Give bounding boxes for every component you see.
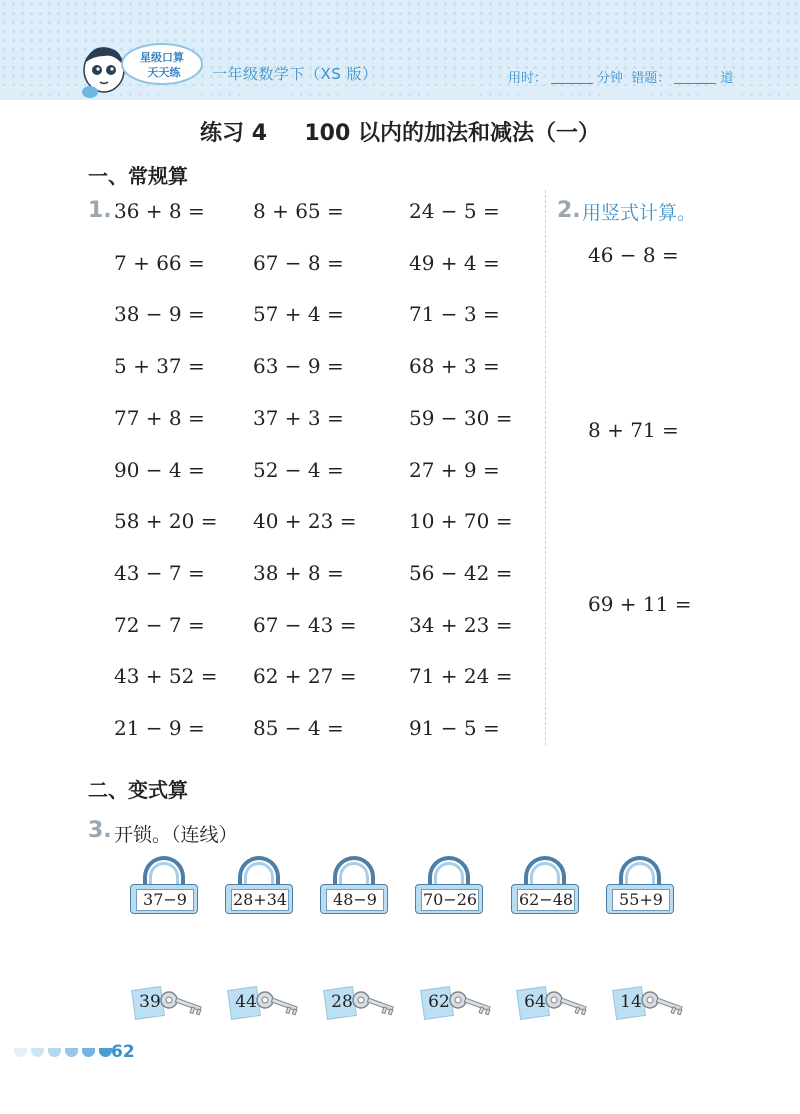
key[interactable]	[614, 984, 690, 1020]
key-number: 14	[620, 992, 642, 1012]
arithmetic-problem[interactable]: 90 − 4 =	[114, 458, 205, 482]
arithmetic-problem[interactable]: 10 + 70 =	[409, 509, 513, 533]
lock-body	[225, 884, 293, 914]
errors-unit: 道	[720, 71, 734, 86]
arithmetic-problem[interactable]: 58 + 20 =	[114, 509, 218, 533]
header-stats	[508, 67, 733, 86]
arithmetic-problem[interactable]: 67 − 8 =	[253, 251, 344, 275]
vertical-problem[interactable]: 69 + 11 =	[588, 592, 692, 616]
footer-dot	[65, 1048, 78, 1057]
key-number: 64	[524, 992, 546, 1012]
column-divider	[545, 190, 546, 745]
title-prefix: 练习 4	[200, 121, 268, 146]
arithmetic-problem[interactable]: 21 − 9 =	[114, 716, 205, 740]
key-icon	[640, 988, 690, 1018]
arithmetic-problem[interactable]: 91 − 5 =	[409, 716, 500, 740]
footer-dot	[14, 1048, 27, 1057]
arithmetic-problem[interactable]: 56 − 42 =	[409, 561, 513, 585]
time-blank[interactable]	[551, 83, 593, 84]
arithmetic-problem[interactable]: 37 + 3 =	[253, 406, 344, 430]
arithmetic-problem[interactable]: 77 + 8 =	[114, 406, 205, 430]
errors-label: 错题：	[631, 71, 671, 86]
key-number: 39	[139, 992, 161, 1012]
question3-text: 开锁。（连线）	[114, 824, 238, 846]
arithmetic-problem[interactable]: 38 − 9 =	[114, 302, 205, 326]
lock-expression: 62−48	[518, 890, 574, 909]
key[interactable]	[325, 984, 401, 1020]
key[interactable]	[133, 984, 209, 1020]
arithmetic-problem[interactable]: 63 − 9 =	[253, 354, 344, 378]
footer-dot	[31, 1048, 44, 1057]
key-icon	[351, 988, 401, 1018]
arithmetic-problem[interactable]: 85 − 4 =	[253, 716, 344, 740]
question1-number: 1.	[88, 198, 112, 223]
arithmetic-problem[interactable]: 34 + 23 =	[409, 613, 513, 637]
key-number: 44	[235, 992, 257, 1012]
lock[interactable]	[130, 856, 198, 916]
arithmetic-problem[interactable]: 7 + 66 =	[114, 251, 205, 275]
arithmetic-problem[interactable]: 38 + 8 =	[253, 561, 344, 585]
lock[interactable]	[415, 856, 483, 916]
section2-heading: 二、变式算	[88, 778, 188, 802]
key-number: 28	[331, 992, 353, 1012]
arithmetic-problem[interactable]: 8 + 65 =	[253, 199, 344, 223]
lock-expression: 48−9	[326, 889, 384, 911]
mascot-logo	[78, 40, 208, 104]
page-title	[0, 116, 800, 147]
lock-expression: 28+34	[232, 890, 288, 909]
key[interactable]	[422, 984, 498, 1020]
lock-body	[415, 884, 483, 914]
question2-text: 用竖式计算。	[582, 202, 697, 224]
key-icon	[544, 988, 594, 1018]
arithmetic-problem[interactable]: 5 + 37 =	[114, 354, 205, 378]
key[interactable]	[518, 984, 594, 1020]
question3-number: 3.	[88, 818, 112, 843]
page-number: 62	[111, 1042, 135, 1062]
arithmetic-problem[interactable]: 57 + 4 =	[253, 302, 344, 326]
lock-body	[130, 884, 198, 914]
lock-body	[511, 884, 579, 914]
lock[interactable]	[225, 856, 293, 916]
lock[interactable]	[511, 856, 579, 916]
lock-expression: 37−9	[136, 889, 194, 911]
errors-blank[interactable]	[674, 83, 716, 84]
key[interactable]	[229, 984, 305, 1020]
arithmetic-problem[interactable]: 24 − 5 =	[409, 199, 500, 223]
time-label: 用时：	[508, 71, 548, 86]
key-icon	[448, 988, 498, 1018]
logo-text-bottom: 天天练	[147, 66, 181, 79]
key-icon	[159, 988, 209, 1018]
lock[interactable]	[320, 856, 388, 916]
arithmetic-problem[interactable]: 49 + 4 =	[409, 251, 500, 275]
arithmetic-problem[interactable]: 43 + 52 =	[114, 664, 218, 688]
arithmetic-problem[interactable]: 71 − 3 =	[409, 302, 500, 326]
question2-number: 2.	[557, 198, 581, 223]
arithmetic-problem[interactable]: 71 + 24 =	[409, 664, 513, 688]
arithmetic-problem[interactable]: 68 + 3 =	[409, 354, 500, 378]
logo-text-top: 星级口算	[140, 51, 184, 64]
lock-body	[606, 884, 674, 914]
section1-heading: 一、常规算	[88, 164, 188, 188]
lock[interactable]	[606, 856, 674, 916]
title-main: 100 以内的加法和减法（一）	[304, 121, 600, 146]
vertical-problem[interactable]: 8 + 71 =	[588, 418, 679, 442]
lock-expression: 55+9	[612, 889, 670, 911]
arithmetic-problem[interactable]: 52 − 4 =	[253, 458, 344, 482]
arithmetic-problem[interactable]: 27 + 9 =	[409, 458, 500, 482]
arithmetic-problem[interactable]: 72 − 7 =	[114, 613, 205, 637]
lock-body	[320, 884, 388, 914]
arithmetic-problem[interactable]: 67 − 43 =	[253, 613, 357, 637]
arithmetic-problem[interactable]: 40 + 23 =	[253, 509, 357, 533]
lock-expression: 70−26	[422, 890, 478, 909]
footer-dot	[48, 1048, 61, 1057]
arithmetic-problem[interactable]: 59 − 30 =	[409, 406, 513, 430]
arithmetic-problem[interactable]: 62 + 27 =	[253, 664, 357, 688]
time-unit: 分钟	[597, 71, 624, 86]
footer-dots	[14, 1048, 112, 1057]
vertical-problem[interactable]: 46 − 8 =	[588, 243, 679, 267]
arithmetic-problem[interactable]: 36 + 8 =	[114, 199, 205, 223]
key-number: 62	[428, 992, 450, 1012]
key-icon	[255, 988, 305, 1018]
book-title: 一年级数学下（XS 版）	[212, 65, 378, 83]
footer-dot	[82, 1048, 95, 1057]
arithmetic-problem[interactable]: 43 − 7 =	[114, 561, 205, 585]
